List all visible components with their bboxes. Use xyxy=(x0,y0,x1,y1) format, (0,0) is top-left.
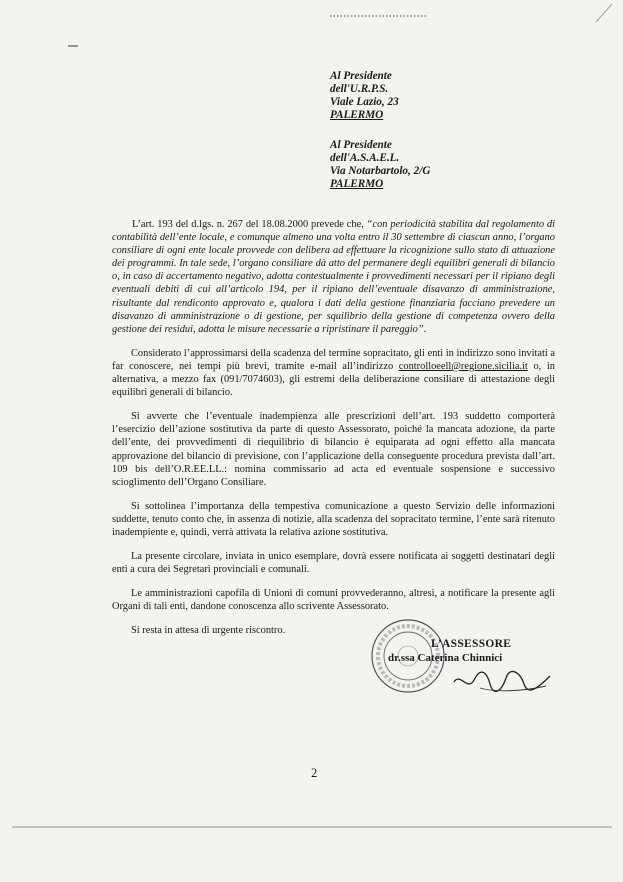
paragraph-notification: La presente circolare, inviata in unico esemplare, dovrà essere notificata ai soggetti destinatari degli enti a cura dei Segretari provinciali e comunali. xyxy=(112,551,555,576)
recipient-line: dell'A.S.A.E.L. xyxy=(330,152,400,164)
paragraph-warning: Si avverte che l’eventuale inadempienza alle prescrizioni dell’art. 193 suddetto comporterà l’esercizio dell’azione sostitutiva da parte di questo Assessorato, poiché la mancata adozione, da parte dell’ente, dei provvedimenti di riequilibrio di bilancio è equiparata ad ogni effetto alla mancata approvazione del bilancio di previsione, con l’applicazione della conseguente procedura prevista dall’art. 109 bis dell’O.R.EE.LL.: nomina commissario ad acta ed eventuale sospensione e successivo scioglimento dell’Organo Consiliare. xyxy=(112,411,555,488)
recipient-city: PALERMO xyxy=(330,109,384,121)
signature-title: L’ASSESSORE xyxy=(431,638,512,650)
header-dotted-line xyxy=(330,14,428,18)
paragraph-text: Considerato l’approssimarsi della scadenza del termine sopracitato, gli enti in indirizzo sono invitati a far conoscere, nei tempi più brevi, tramite e-mail all’indirizzo xyxy=(112,347,555,372)
paragraph-end: . xyxy=(423,323,427,335)
recipient-line: Al Presidente xyxy=(330,70,392,82)
paragraph-text: o, in alternativa, a mezzo fax (091/7074603), gli estremi della deliberazione consiliare di attestazione degli equilibri generali di bilancio. xyxy=(112,360,555,399)
page-number: 2 xyxy=(311,766,318,780)
paragraph-request xyxy=(112,347,555,399)
recipient-line: Via Notarbartolo, 2/G xyxy=(330,165,431,177)
law-quote: “con periodicità stabilita dal regolamento di contabilità dell’ente locale, e comunque almeno una volta entro il 30 settembre di ciascun anno, l’organo consiliare di ogni ente locale provvede con delibera ad effettuare la ricognizione sullo stato di attuazione dei programmi. In tale sede, l’organo consiliare dà atto del permanere degli equilibri generali di bilancio o, in caso di accertamento negativo, adotta contestualmente i provvedimenti necessari per il ripiano degli eventuali debiti di cui all’articolo 194, per il ripiano dell’eventuale disavanzo di amministrazione, risultante dal rendiconto approvato e, qualora i dati della gestione finanziaria facciano prevedere un disavanzo di amministrazione o di gestione, per squilibrio della gestione di competenza ovvero della gestione dei residui, adotta le misure necessarie a ripristinare il pareggio” xyxy=(112,219,555,335)
signatory-name: dr.ssa Caterina Chinnici xyxy=(388,652,503,664)
paragraph-intro: L’art. 193 del d.lgs. n. 267 del 18.08.2000 prevede che, xyxy=(132,219,367,230)
email-link[interactable]: controlloeell@regione.sicilia.it xyxy=(398,360,528,372)
paragraph-art-193 xyxy=(112,218,555,336)
letter-body xyxy=(112,218,555,649)
paragraph-importance: Si sottolinea l’importanza della tempestiva comunicazione a questo Servizio delle informazioni suddette, tenuto conto che, in assenza di notizie, alla scadenza del sopracitato termine, l’ente sarà ritenuto inadempiente e, quindi, verrà attivata la relativa azione sostitutiva. xyxy=(112,500,555,538)
recipient-line: Al Presidente xyxy=(330,139,392,151)
recipient-line: Viale Lazio, 23 xyxy=(330,96,399,108)
paragraph-unions: Le amministrazioni capofila di Unioni di comuni provvederanno, altresì, a notificare la presente agli Organi di tali enti, dandone conoscenza allo scrivente Assessorato. xyxy=(112,588,555,613)
recipient-city: PALERMO xyxy=(330,178,384,190)
bottom-rule xyxy=(12,826,612,828)
paragraph-closing: Si resta in attesa di urgente riscontro. xyxy=(131,625,286,637)
handwritten-signature xyxy=(450,662,554,698)
margin-mark xyxy=(68,44,80,48)
recipient-asael xyxy=(330,139,430,191)
signature-block xyxy=(368,616,558,696)
corner-mark xyxy=(594,2,616,24)
recipient-urps xyxy=(330,70,399,122)
recipient-line: dell'U.R.P.S. xyxy=(330,83,389,95)
